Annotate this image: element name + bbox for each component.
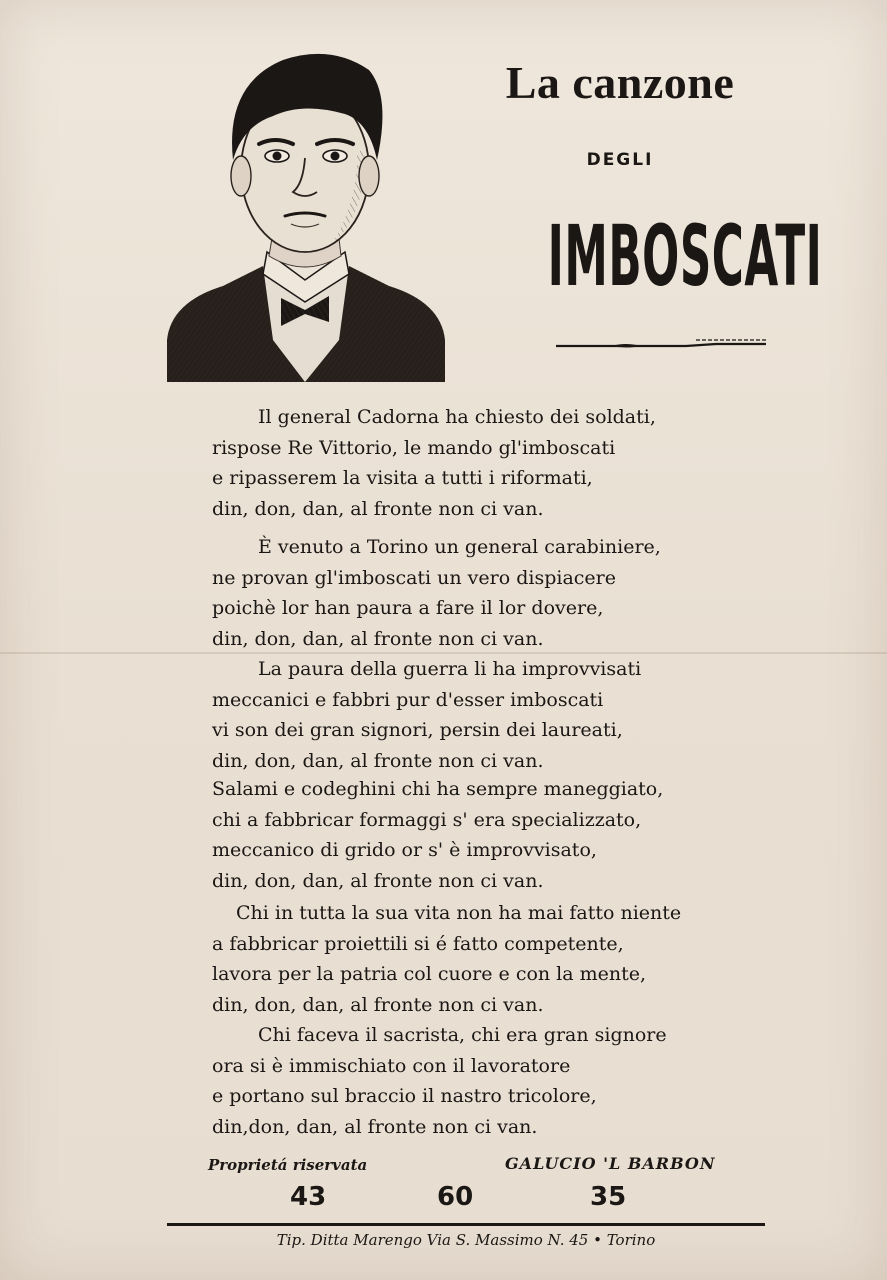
verse-line: din, don, dan, al fronte non ci van.	[212, 627, 544, 650]
verse-line: e ripasserem la visita a tutti i riformati,	[212, 467, 593, 489]
stanza-1	[212, 402, 772, 524]
stanza-2	[212, 532, 772, 654]
verse-line: È venuto a Torino un general carabiniere,	[258, 536, 661, 558]
verse-line: din, don, dan, al fronte non ci van.	[212, 869, 544, 892]
ornamental-rule	[556, 338, 766, 350]
title-degli: DEGLI	[586, 150, 654, 170]
rights-notice: Proprietá riservata	[208, 1156, 368, 1174]
stanza-6	[212, 1020, 772, 1142]
author-name: GALUCIO 'L BARBON	[505, 1154, 716, 1173]
verse-line: din, don, dan, al fronte non ci van.	[212, 749, 544, 772]
title-imboscati: IMBOSCATI	[547, 207, 823, 305]
number-1: 43	[290, 1182, 327, 1212]
verse-line: din, don, dan, al fronte non ci van.	[212, 993, 544, 1016]
verse-line: Chi in tutta la sua vita non ha mai fatto niente	[236, 902, 682, 924]
verse-line: ora si è immischiato con il lavoratore	[212, 1054, 571, 1077]
number-3: 35	[590, 1182, 627, 1212]
verse-line: Salami e codeghini chi ha sempre maneggiato,	[212, 778, 664, 800]
verse-line: vi son dei gran signori, persin dei laureati,	[212, 719, 623, 741]
verse-line: a fabbricar proiettili si é fatto competente,	[212, 932, 624, 955]
portrait-illustration	[163, 40, 448, 385]
verse-line: poichè lor han paura a fare il lor dovere,	[212, 597, 604, 619]
stanza-4	[212, 774, 772, 896]
verse-line: meccanici e fabbri pur d'esser imboscati	[212, 688, 604, 711]
verse-line: rispose Re Vittorio, le mando gl'imboscati	[212, 436, 616, 459]
stanza-5	[212, 898, 772, 1020]
verse-line: La paura della guerra li ha improvvisati	[258, 658, 642, 680]
verse-line: din, don, dan, al fronte non ci van.	[212, 497, 544, 520]
number-2: 60	[437, 1182, 474, 1212]
verse-line: Chi faceva il sacrista, chi era gran signore	[258, 1024, 667, 1046]
verse-line: lavora per la patria col cuore e con la mente,	[212, 963, 647, 985]
stanza-3	[212, 654, 772, 776]
verse-line: e portano sul braccio il nastro tricolore,	[212, 1085, 597, 1107]
verse-line: Il general Cadorna ha chiesto dei soldati,	[258, 406, 656, 428]
verse-line: chi a fabbricar formaggi s' era specializzato,	[212, 808, 642, 831]
verse-line: ne provan gl'imboscati un vero dispiacere	[212, 566, 616, 589]
verse-line: meccanico di grido or s' è improvvisato,	[212, 839, 597, 861]
title-la-canzone: La canzone	[505, 57, 735, 108]
printer-imprint: Tip. Ditta Marengo Via S. Massimo N. 45 • Torino	[276, 1231, 656, 1249]
bottom-rule	[167, 1223, 765, 1226]
verse-line: din,don, dan, al fronte non ci van.	[212, 1115, 538, 1138]
